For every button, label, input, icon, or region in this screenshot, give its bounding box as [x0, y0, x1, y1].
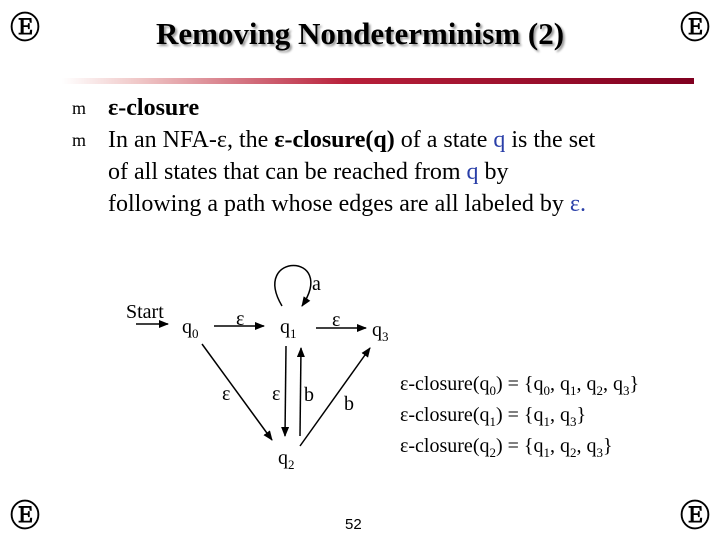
bullet-2-part: of a state [394, 127, 494, 153]
edge-q2-q1 [300, 348, 301, 436]
bullet-icon: m [72, 98, 87, 118]
closure-q1: $\varepsilon-closure(q_1) = \{q_1$, $q_3$} [400, 404, 587, 429]
edge-q1-q2 [285, 346, 286, 436]
bullet-2-part: In an NFA-ε, the [108, 127, 275, 153]
corner-icon-bottom-right: Ⓔ [680, 500, 710, 533]
state-q3: $q_3$ [372, 319, 389, 344]
edge-label-q1-q2: ε [272, 383, 281, 405]
edge-label-q0-q1: ε [236, 308, 245, 330]
edge-label-q2-q1: b [304, 384, 314, 406]
epsilon-closure-term: ε-closure(q) [274, 127, 395, 153]
bullet-2-part: following a path whose edges are all labeled by [108, 191, 570, 217]
state-q2: $q_2$ [278, 447, 295, 472]
slide-title: Removing Nondeterminism (2) [155, 16, 565, 51]
edge-q1-self-loop [275, 266, 311, 307]
closure-q0: $\varepsilon-closure(q_0) = \{q_0$, $q_1$, $q_2$, $q_3$} [400, 373, 640, 398]
epsilon-closure-heading: ε-closure [108, 95, 200, 121]
bullet-2-part: is the set [505, 127, 596, 153]
closure-q2: $\varepsilon-closure(q_2) = \{q_1$, $q_2$, $q_3$} [400, 435, 613, 460]
edge-label-q1-q3: ε [332, 309, 341, 331]
epsilon-symbol: ε. [569, 191, 586, 217]
edge-q0-q2 [202, 344, 272, 440]
edge-label-q0-q2: ε [222, 383, 231, 405]
edge-label-q1-self: a [312, 273, 321, 295]
bullet-2-part: of all states that can be reached from [108, 159, 467, 185]
corner-icon-top-left: Ⓔ [10, 12, 40, 45]
start-label: Start [126, 301, 164, 323]
edge-label-q2-q3: b [344, 393, 354, 415]
state-q1: $q_1$ [280, 316, 297, 341]
bullet-2-part: by [478, 159, 509, 185]
page-number: 52 [345, 516, 362, 533]
state-q: q [493, 127, 506, 153]
closure-results [400, 372, 639, 465]
bullet-icon: m [72, 130, 87, 150]
corner-icon-top-right: Ⓔ [680, 12, 710, 45]
state-q0: $q_0$ [182, 316, 199, 341]
state-q: q [466, 159, 479, 185]
corner-icon-bottom-left: Ⓔ [10, 500, 40, 533]
